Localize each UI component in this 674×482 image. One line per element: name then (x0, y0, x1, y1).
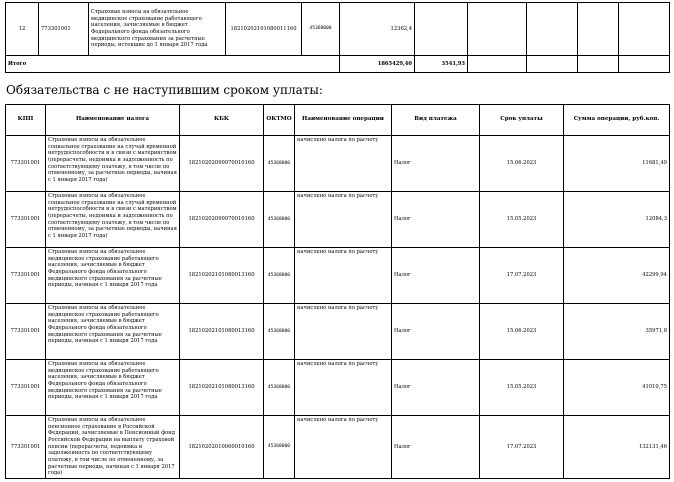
section-title: Обязательства с не наступившим сроком уплаты: (6, 83, 323, 97)
kpp-cell: 773301001 (6, 360, 46, 416)
payment-type-cell: Налог (392, 136, 480, 192)
table-row (6, 136, 670, 192)
header-amount: Сумма операции, руб.коп. (564, 105, 670, 136)
payment-type-cell: Налог (392, 360, 480, 416)
total-row (6, 56, 670, 73)
table-row (6, 3, 670, 56)
operation-cell: начислено налога по расчету (295, 192, 392, 248)
empty-cell (527, 56, 578, 73)
kpp-cell: 773301001 (39, 3, 89, 56)
amount-cell: 41010,75 (564, 360, 670, 416)
total-label: Итого (6, 56, 340, 73)
tax-name-cell: Страховые взносы на обязательное медицинское страхование работающего населения, зачисляемые в бюджет Федерального фонда обязательного медицинского страхования за расчетные периоды, истекшие до 1 января 2017 года (89, 3, 226, 56)
oktmo-cell: 45368000 (264, 360, 295, 416)
payment-type-cell: Налог (392, 248, 480, 304)
kpp-cell: 773301001 (6, 248, 46, 304)
tax-name-cell: Страховые взносы на обязательное медицинское страхование работающего населения, зачисляемые в бюджет Федерального фонда обязательного медицинского страхования за расчетные периоды, начиная с 1 января 2017 года (46, 248, 180, 304)
empty-cell (468, 56, 527, 73)
tax-name-cell: Страховые взносы на обязательное социальное страхование на случай временной нетрудоспособности и в связи с материнством (перерасчеты, недоимка и задолженность по соответствующему платежу, в том числе по отмененному, за расчетные периоды, начиная с 1 января 2017 года) (46, 136, 180, 192)
oktmo-cell: 45368000 (264, 248, 295, 304)
oktmo-cell: 45368000 (264, 192, 295, 248)
kpp-cell: 773301001 (6, 136, 46, 192)
table-header-row (6, 105, 670, 136)
empty-cell (619, 56, 670, 73)
empty-cell (415, 3, 468, 56)
oktmo-cell: 45368000 (264, 136, 295, 192)
total-sum-1: 1865429,40 (340, 56, 415, 73)
payment-type-cell: Налог (392, 416, 480, 479)
operation-cell: начислено налога по расчету (295, 136, 392, 192)
amount-cell: 35971,8 (564, 304, 670, 360)
kpp-cell: 773301001 (6, 416, 46, 479)
pending-obligations-table (5, 104, 670, 479)
tax-name-cell: Страховые взносы на обязательное социальное страхование на случай временной нетрудоспособности и в связи с материнством (перерасчеты, недоимка и задолженность по соответствующему платежу, в том числе по отмененному, за расчетные периоды, начиная с 1 января 2017 года) (46, 192, 180, 248)
header-kbk: КБК (180, 105, 264, 136)
kbk-cell: 18210202090070010160 (180, 136, 264, 192)
empty-cell (619, 3, 670, 56)
due-date-cell: 15.06.2023 (480, 304, 564, 360)
empty-cell (578, 3, 619, 56)
payment-type-cell: Налог (392, 304, 480, 360)
operation-cell: начислено налога по расчету (295, 248, 392, 304)
kbk-cell: 18210202101080011160 (226, 3, 302, 56)
tax-name-cell: Страховые взносы на обязательное медицинское страхование работающего населения, зачисляемые в бюджет Федерального фонда обязательного медицинского страхования за расчетные периоды, начиная с 1 января 2017 года (46, 360, 180, 416)
table-row (6, 192, 670, 248)
due-date-cell: 15.06.2023 (480, 136, 564, 192)
amount-cell: 42299,94 (564, 248, 670, 304)
operation-cell: начислено налога по расчету (295, 360, 392, 416)
amount-cell: 132131,46 (564, 416, 670, 479)
table-row (6, 416, 670, 479)
due-date-cell: 17.07.2023 (480, 248, 564, 304)
operation-cell: начислено налога по расчету (295, 416, 392, 479)
payment-type-cell: Налог (392, 192, 480, 248)
due-date-cell: 15.05.2023 (480, 360, 564, 416)
empty-cell (527, 3, 578, 56)
kbk-cell: 18210202101080013160 (180, 304, 264, 360)
kbk-cell: 18210202101080013160 (180, 248, 264, 304)
header-tax-name: Наименование налога (46, 105, 180, 136)
table-row (6, 360, 670, 416)
due-date-cell: 15.05.2023 (480, 192, 564, 248)
table-row (6, 248, 670, 304)
kbk-cell: 18210202101080013160 (180, 360, 264, 416)
kpp-cell: 773301001 (6, 304, 46, 360)
amount-cell: 12362,4 (340, 3, 415, 56)
operation-cell: начислено налога по расчету (295, 304, 392, 360)
oktmo-cell: 45368000 (302, 3, 340, 56)
kbk-cell: 18210202010060010160 (180, 416, 264, 479)
empty-cell (578, 56, 619, 73)
oktmo-cell: 45368000 (264, 416, 295, 479)
header-kpp: КПП (6, 105, 46, 136)
kbk-cell: 18210202090070010160 (180, 192, 264, 248)
header-payment-type: Вид платежа (392, 105, 480, 136)
header-operation: Наименование операции (295, 105, 392, 136)
tax-name-cell: Страховые взносы на обязательное медицинское страхование работающего населения, зачисляемые в бюджет Федерального фонда обязательного медицинского страхования за расчетные периоды, начиная с 1 января 2017 года (46, 304, 180, 360)
total-sum-2: 3541,93 (415, 56, 468, 73)
due-date-cell: 17.07.2023 (480, 416, 564, 479)
kpp-cell: 773301001 (6, 192, 46, 248)
row-number: 12 (6, 3, 39, 56)
amount-cell: 12084,3 (564, 192, 670, 248)
previous-obligations-table (5, 2, 670, 73)
header-oktmo: ОКТМО (264, 105, 295, 136)
table-row (6, 304, 670, 360)
amount-cell: 11681,49 (564, 136, 670, 192)
oktmo-cell: 45368000 (264, 304, 295, 360)
header-due-date: Срок уплаты (480, 105, 564, 136)
empty-cell (468, 3, 527, 56)
tax-name-cell: Страховые взносы на обязательное пенсионное страхование в Российской Федерации, зачисляемые в Пенсионный фонд Российской Федерации на выплату страховой пенсии (перерасчеты, недоимка и задолженность по соответствующему платежу, в том числе по отмененному, за расчетные периоды, начиная с 1 января 2017 года) (46, 416, 180, 479)
